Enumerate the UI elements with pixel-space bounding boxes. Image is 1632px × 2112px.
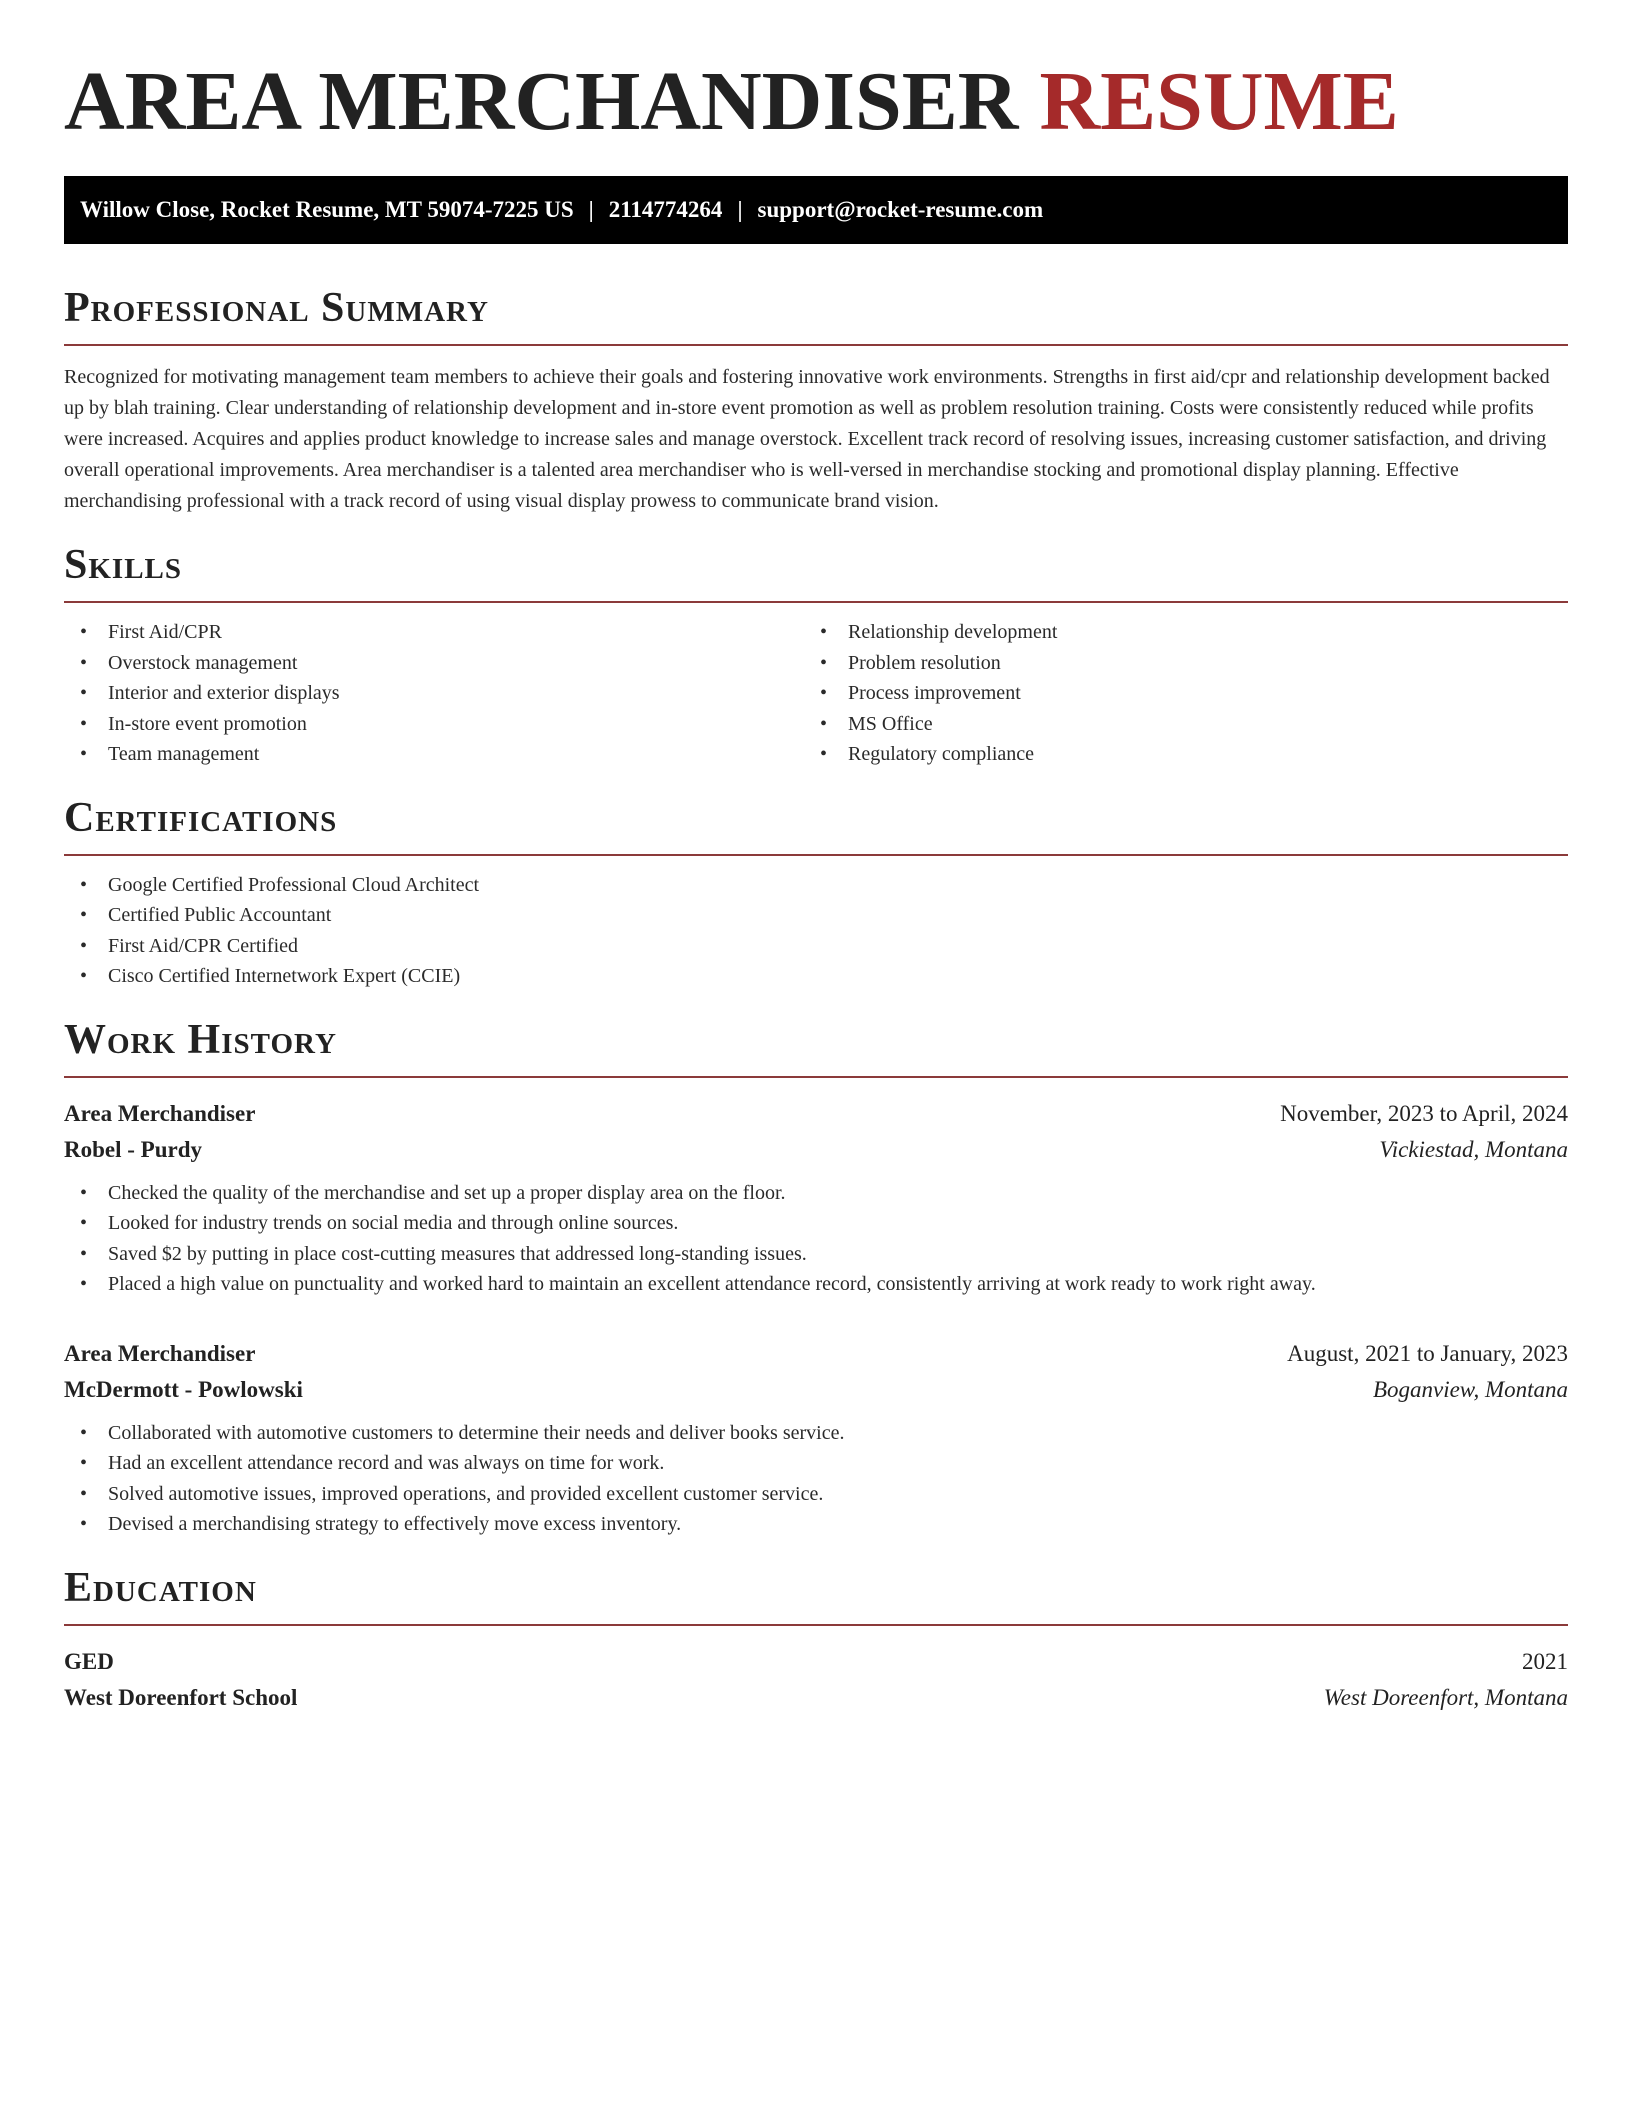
contact-address: Willow Close, Rocket Resume, MT 59074-7225 US bbox=[80, 197, 574, 222]
certifications-section bbox=[64, 792, 1568, 992]
job-dates: August, 2021 to January, 2023 bbox=[1287, 1340, 1568, 1366]
certification-item: • First Aid/CPR Certified bbox=[64, 931, 1568, 962]
job-company: Robel - Purdy bbox=[64, 1136, 202, 1162]
education-degree: GED bbox=[64, 1648, 114, 1674]
job-dates: November, 2023 to April, 2024 bbox=[1280, 1100, 1568, 1126]
education-entry bbox=[64, 1644, 1568, 1716]
job-title: Area Merchandiser bbox=[64, 1340, 256, 1366]
education-school-row bbox=[64, 1680, 1568, 1716]
summary-heading: Professional Summary bbox=[64, 282, 1568, 346]
skill-item: • Overstock management bbox=[64, 648, 804, 679]
resume-page bbox=[64, 52, 1568, 1716]
job-bullet: • Collaborated with automotive customers to determine their needs and deliver books service. bbox=[64, 1418, 1568, 1449]
summary-section bbox=[64, 282, 1568, 517]
job-header-row bbox=[64, 1096, 1568, 1132]
skill-item: • Relationship development bbox=[804, 617, 1544, 648]
job-company-row bbox=[64, 1372, 1568, 1408]
contact-phone[interactable]: 2114774264 bbox=[608, 197, 723, 222]
job-bullets bbox=[64, 1418, 1568, 1540]
title-main: AREA MERCHANDISER bbox=[64, 55, 1019, 148]
skill-item: • Interior and exterior displays bbox=[64, 678, 804, 709]
skills-section bbox=[64, 539, 1568, 770]
job-bullet: • Devised a merchandising strategy to effectively move excess inventory. bbox=[64, 1509, 1568, 1540]
skill-item: • First Aid/CPR bbox=[64, 617, 804, 648]
title-accent: RESUME bbox=[1039, 55, 1399, 148]
job-bullet: • Placed a high value on punctuality and worked hard to maintain an excellent attendance record, consistently arriving at work ready to work right away. bbox=[64, 1269, 1568, 1300]
job-bullet: • Had an excellent attendance record and was always on time for work. bbox=[64, 1448, 1568, 1479]
summary-text: Recognized for motivating management team members to achieve their goals and fostering innovative work environments. Strengths in first aid/cpr and relationship development backed up by blah training. Clear understanding of relationship development and in-store event promotion as well as problem resolution training. Costs were consistently reduced while profits were increased. Acquires and applies product knowledge to increase sales and manage overstock. Excellent track record of resolving issues, increasing customer satisfaction, and driving overall operational improvements. Area merchandiser is a talented area merchandiser who is well-versed in merchandise stocking and promotional display planning. Effective merchandising professional with a track record of using visual display prowess to communicate brand vision. bbox=[64, 366, 1550, 512]
certification-item: • Google Certified Professional Cloud Architect bbox=[64, 870, 1568, 901]
skill-item: • MS Office bbox=[804, 709, 1544, 740]
skill-item: • Regulatory compliance bbox=[804, 739, 1544, 770]
education-location: West Doreenfort, Montana bbox=[1323, 1684, 1568, 1710]
skill-item: • Problem resolution bbox=[804, 648, 1544, 679]
skills-grid bbox=[64, 617, 1568, 770]
education-heading: Education bbox=[64, 1562, 1568, 1626]
job-entry bbox=[64, 1336, 1568, 1540]
skills-list-right bbox=[804, 617, 1544, 770]
skills-list-left bbox=[64, 617, 804, 770]
job-location: Boganview, Montana bbox=[1372, 1376, 1568, 1402]
job-bullet: • Checked the quality of the merchandise and set up a proper display area on the floor. bbox=[64, 1178, 1568, 1209]
work-history-heading: Work History bbox=[64, 1014, 1568, 1078]
job-bullets bbox=[64, 1178, 1568, 1300]
contact-bar bbox=[64, 176, 1568, 244]
job-bullet: • Looked for industry trends on social media and through online sources. bbox=[64, 1208, 1568, 1239]
job-location: Vickiestad, Montana bbox=[1379, 1136, 1568, 1162]
certification-item: • Certified Public Accountant bbox=[64, 900, 1568, 931]
resume-title bbox=[64, 52, 1568, 152]
skill-item: • Process improvement bbox=[804, 678, 1544, 709]
certifications-list bbox=[64, 870, 1568, 992]
certifications-heading: Certifications bbox=[64, 792, 1568, 856]
contact-separator: | bbox=[588, 197, 594, 222]
job-bullet: • Saved $2 by putting in place cost-cutting measures that addressed long-standing issues. bbox=[64, 1239, 1568, 1270]
contact-email[interactable]: support@rocket-resume.com bbox=[757, 197, 1044, 222]
skills-heading: Skills bbox=[64, 539, 1568, 603]
skill-item: • In-store event promotion bbox=[64, 709, 804, 740]
job-company-row bbox=[64, 1132, 1568, 1168]
education-year: 2021 bbox=[1522, 1648, 1568, 1674]
job-company: McDermott - Powlowski bbox=[64, 1376, 303, 1402]
job-entry bbox=[64, 1096, 1568, 1300]
job-bullet: • Solved automotive issues, improved operations, and provided excellent customer service. bbox=[64, 1479, 1568, 1510]
work-history-section bbox=[64, 1014, 1568, 1540]
education-school: West Doreenfort School bbox=[64, 1684, 298, 1710]
contact-separator: | bbox=[737, 197, 743, 222]
job-title: Area Merchandiser bbox=[64, 1100, 256, 1126]
skill-item: • Team management bbox=[64, 739, 804, 770]
job-header-row bbox=[64, 1336, 1568, 1372]
education-degree-row bbox=[64, 1644, 1568, 1680]
education-section bbox=[64, 1562, 1568, 1716]
certification-item: • Cisco Certified Internetwork Expert (CCIE) bbox=[64, 961, 1568, 992]
